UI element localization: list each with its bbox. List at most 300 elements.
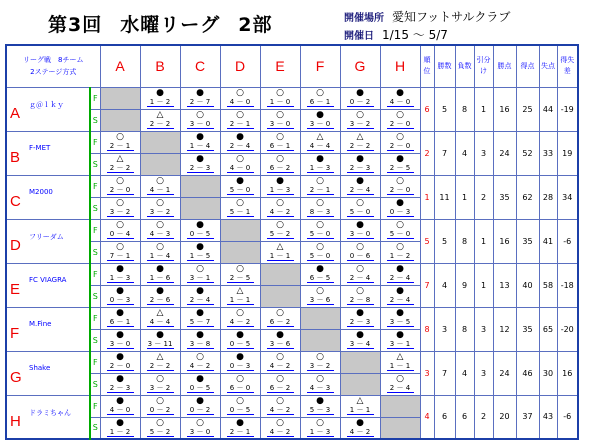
goals-against: 4 xyxy=(405,274,411,282)
match-result-cell xyxy=(140,219,180,241)
result-icon: ○ xyxy=(356,264,364,274)
stat-pts: 24 xyxy=(493,351,516,395)
team-label xyxy=(6,307,90,351)
result-icon: ○ xyxy=(276,198,284,208)
stage-label: F xyxy=(90,87,100,109)
goals-against: 4 xyxy=(405,384,411,392)
result-icon: ● xyxy=(276,176,284,186)
score: 0 － 5 xyxy=(187,230,214,239)
goals-against: 2 xyxy=(365,427,371,436)
match-result-cell xyxy=(100,395,140,417)
goals-against: 5 xyxy=(325,274,331,282)
goals-for: 6 xyxy=(269,384,275,392)
match-result-cell xyxy=(260,373,300,395)
result-icon: ○ xyxy=(236,396,244,406)
result-icon: △ xyxy=(236,286,244,296)
score: 6 － 0 xyxy=(227,384,254,393)
goals-against: 2 xyxy=(205,362,211,370)
goals-for: 6 xyxy=(269,318,275,326)
match-result-cell xyxy=(100,373,140,395)
goals-against: 7 xyxy=(205,318,211,326)
score: 3 － 6 xyxy=(307,296,334,305)
goals-for: 0 xyxy=(229,362,235,370)
goals-for: 4 xyxy=(229,318,235,326)
match-result-cell xyxy=(220,197,260,219)
score: 2 － 4 xyxy=(187,296,214,305)
stat-ga: 30 xyxy=(539,351,557,395)
goals-against: 0 xyxy=(405,98,411,106)
result-icon: ● xyxy=(116,308,124,318)
score: 5 － 0 xyxy=(227,186,254,195)
goals-against: 2 xyxy=(165,427,171,436)
result-icon: ○ xyxy=(316,242,324,252)
goals-for: 2 xyxy=(349,186,355,194)
goals-for: 6 xyxy=(269,142,275,150)
goals-for: 2 xyxy=(149,296,155,304)
score: 1 － 6 xyxy=(147,274,174,283)
result-icon: ● xyxy=(196,132,204,142)
match-result-cell xyxy=(380,109,420,131)
column-header-b: B xyxy=(140,45,180,87)
result-icon: △ xyxy=(396,352,404,362)
result-icon: ○ xyxy=(396,176,404,186)
match-result-cell xyxy=(340,417,380,439)
match-result-cell xyxy=(220,395,260,417)
score: 4 － 1 xyxy=(147,186,174,195)
result-icon: ● xyxy=(116,352,124,362)
team-name: M.Fine xyxy=(29,319,52,328)
goals-against: 1 xyxy=(405,340,411,348)
match-result-cell xyxy=(380,263,420,285)
score: 4 － 0 xyxy=(227,164,254,173)
stat-rank: 3 xyxy=(420,351,434,395)
score: 6 － 2 xyxy=(267,318,294,327)
goals-against: 4 xyxy=(325,142,331,150)
goals-for: 3 xyxy=(349,120,355,128)
match-result-cell xyxy=(260,219,300,241)
goals-against: 0 xyxy=(125,186,131,194)
score: 2 － 3 xyxy=(347,164,374,173)
column-header-c: C xyxy=(180,45,220,87)
goals-for: 7 xyxy=(109,252,115,260)
result-icon: ● xyxy=(276,330,284,340)
match-result-cell xyxy=(380,197,420,219)
title-league: 水曜リーグ xyxy=(120,14,221,36)
goals-against: 2 xyxy=(125,427,131,436)
stat-gf: 35 xyxy=(516,219,539,263)
goals-against: 0 xyxy=(205,427,211,436)
goals-for: 2 xyxy=(389,186,395,194)
goals-against: 3 xyxy=(205,164,211,172)
result-icon: ● xyxy=(116,330,124,340)
result-icon: ● xyxy=(196,330,204,340)
match-result-cell xyxy=(220,285,260,307)
score: 4 － 2 xyxy=(227,318,254,327)
stage-label: S xyxy=(90,417,100,439)
match-result-cell xyxy=(260,241,300,263)
stat-draw: 1 xyxy=(474,87,493,131)
goals-for: 0 xyxy=(109,230,115,238)
goals-against: 2 xyxy=(165,362,171,370)
score: 1 － 3 xyxy=(307,428,334,437)
match-result-cell xyxy=(220,109,260,131)
score: 1 － 3 xyxy=(107,274,134,283)
goals-against: 1 xyxy=(125,318,131,326)
goals-for: 3 xyxy=(109,340,115,348)
result-icon: ● xyxy=(196,88,204,98)
match-result-cell xyxy=(380,373,420,395)
score: 4 － 2 xyxy=(267,362,294,371)
result-icon: ○ xyxy=(276,132,284,142)
match-result-cell xyxy=(340,241,380,263)
team-row xyxy=(6,263,578,285)
goals-for: 2 xyxy=(349,164,355,172)
stat-loss: 6 xyxy=(455,395,474,439)
goals-against: 6 xyxy=(165,296,171,304)
goals-against: 8 xyxy=(205,340,211,348)
goals-for: 4 xyxy=(109,406,115,414)
match-result-cell xyxy=(380,307,420,329)
score: 6 － 2 xyxy=(267,384,294,393)
goals-against: 3 xyxy=(325,406,331,414)
result-icon: ● xyxy=(396,308,404,318)
result-icon: △ xyxy=(356,132,364,142)
goals-against: 3 xyxy=(325,384,331,392)
team-name: フリーダム xyxy=(29,232,64,241)
match-result-cell xyxy=(380,153,420,175)
match-result-cell xyxy=(100,241,140,263)
goals-for: 2 xyxy=(349,274,355,282)
league-table xyxy=(5,44,579,440)
goals-for: 5 xyxy=(349,208,355,216)
stage-label: S xyxy=(90,373,100,395)
goals-against: 3 xyxy=(325,164,331,172)
result-icon: ○ xyxy=(116,220,124,230)
result-icon: ○ xyxy=(276,374,284,384)
team-row xyxy=(6,175,578,197)
match-result-cell xyxy=(140,307,180,329)
goals-for: 2 xyxy=(229,274,235,282)
goals-against: 2 xyxy=(365,98,371,106)
stage-label: S xyxy=(90,241,100,263)
team-letter: C xyxy=(10,192,21,210)
goals-for: 8 xyxy=(309,208,315,216)
goals-against: 2 xyxy=(165,384,171,392)
goals-for: 2 xyxy=(389,142,395,150)
title-division: 2部 xyxy=(238,14,273,36)
stat-header: 勝数 xyxy=(434,45,455,87)
goals-against: 2 xyxy=(285,384,291,392)
goals-for: 0 xyxy=(189,406,195,414)
score: 2 － 4 xyxy=(347,186,374,195)
goals-against: 2 xyxy=(365,120,371,128)
stat-ga: 43 xyxy=(539,395,557,439)
result-icon: ● xyxy=(396,330,404,340)
goals-for: 2 xyxy=(389,120,395,128)
team-row xyxy=(6,131,578,153)
result-icon: ● xyxy=(356,88,364,98)
goals-for: 2 xyxy=(109,384,115,392)
stat-win: 11 xyxy=(434,175,455,219)
goals-against: 1 xyxy=(205,274,211,282)
stat-draw: 2 xyxy=(474,395,493,439)
match-result-cell xyxy=(340,153,380,175)
stat-gd: -20 xyxy=(557,307,578,351)
column-header-d: D xyxy=(220,45,260,87)
match-result-cell xyxy=(180,329,220,351)
date-info xyxy=(344,26,448,43)
match-result-cell xyxy=(140,417,180,439)
goals-against: 2 xyxy=(125,164,131,172)
result-icon: ● xyxy=(116,264,124,274)
goals-for: 3 xyxy=(309,120,315,128)
goals-for: 1 xyxy=(349,406,355,414)
stat-gf: 40 xyxy=(516,263,539,307)
match-result-cell xyxy=(180,241,220,263)
score: 3 － 2 xyxy=(147,208,174,217)
match-result-cell xyxy=(220,131,260,153)
match-result-cell xyxy=(300,87,340,109)
goals-for: 1 xyxy=(389,252,395,260)
match-result-cell xyxy=(300,373,340,395)
goals-for: 1 xyxy=(229,296,235,304)
score: 2 － 0 xyxy=(387,142,414,151)
match-result-cell xyxy=(340,307,380,329)
goals-for: 2 xyxy=(229,120,235,128)
stat-loss: 8 xyxy=(455,87,474,131)
column-header-g: G xyxy=(340,45,380,87)
goals-against: 2 xyxy=(285,208,291,216)
result-icon: ○ xyxy=(116,132,124,142)
score: 5 － 0 xyxy=(347,208,374,217)
score: 2 － 3 xyxy=(347,318,374,327)
match-result-cell xyxy=(300,395,340,417)
score: 2 － 2 xyxy=(147,120,174,129)
score: 6 － 2 xyxy=(267,164,294,173)
match-result-cell xyxy=(140,351,180,373)
score: 0 － 2 xyxy=(147,406,174,415)
header-corner xyxy=(6,45,100,87)
title-edition: 第3回 xyxy=(48,14,103,36)
goals-against: 2 xyxy=(245,318,251,326)
stat-pts: 16 xyxy=(493,219,516,263)
result-icon: ● xyxy=(316,154,324,164)
stage-label: F xyxy=(90,307,100,329)
stat-pts: 20 xyxy=(493,395,516,439)
goals-for: 6 xyxy=(269,164,275,172)
goals-against: 2 xyxy=(405,252,411,260)
goals-for: 5 xyxy=(269,230,275,238)
goals-for: 0 xyxy=(149,406,155,414)
stat-gf: 62 xyxy=(516,175,539,219)
goals-against: 2 xyxy=(165,120,171,128)
goals-for: 3 xyxy=(389,318,395,326)
goals-for: 3 xyxy=(149,208,155,216)
goals-for: 2 xyxy=(189,98,195,106)
match-result-cell xyxy=(140,109,180,131)
goals-for: 1 xyxy=(309,427,315,436)
goals-for: 2 xyxy=(149,120,155,128)
match-result-cell xyxy=(340,263,380,285)
goals-for: 6 xyxy=(309,274,315,282)
score: 2 － 2 xyxy=(107,164,134,173)
self-match-cell xyxy=(220,219,260,241)
score: 0 － 5 xyxy=(187,384,214,393)
goals-for: 4 xyxy=(269,427,275,436)
self-match-cell xyxy=(140,131,180,153)
stat-pts: 16 xyxy=(493,87,516,131)
match-result-cell xyxy=(380,175,420,197)
score: 2 － 5 xyxy=(387,164,414,173)
stat-ga: 41 xyxy=(539,219,557,263)
result-icon: ○ xyxy=(156,198,164,208)
score: 0 － 3 xyxy=(227,362,254,371)
team-label xyxy=(6,87,90,131)
match-result-cell xyxy=(180,307,220,329)
score: 3 － 4 xyxy=(347,340,374,349)
score: 0 － 5 xyxy=(227,406,254,415)
result-icon: ○ xyxy=(156,396,164,406)
match-result-cell xyxy=(140,197,180,219)
stage-label: F xyxy=(90,395,100,417)
self-match-cell xyxy=(180,197,220,219)
goals-against: 6 xyxy=(285,340,291,348)
result-icon: △ xyxy=(156,110,164,120)
goals-against: 1 xyxy=(165,186,171,194)
goals-against: 0 xyxy=(285,98,291,106)
team-row xyxy=(6,395,578,417)
stat-pts: 13 xyxy=(493,263,516,307)
match-result-cell xyxy=(340,109,380,131)
goals-for: 1 xyxy=(269,252,275,260)
goals-against: 0 xyxy=(405,186,411,194)
result-icon: ● xyxy=(196,242,204,252)
stat-loss: 4 xyxy=(455,351,474,395)
goals-against: 0 xyxy=(285,120,291,128)
score: 2 － 4 xyxy=(387,296,414,305)
match-result-cell xyxy=(260,329,300,351)
goals-against: 4 xyxy=(245,142,251,150)
match-result-cell xyxy=(220,175,260,197)
team-row xyxy=(6,351,578,373)
goals-against: 2 xyxy=(325,362,331,370)
goals-against: 0 xyxy=(325,230,331,238)
match-result-cell xyxy=(100,329,140,351)
match-result-cell xyxy=(220,417,260,439)
goals-against: 2 xyxy=(285,318,291,326)
result-icon: △ xyxy=(156,308,164,318)
result-icon: △ xyxy=(356,396,364,406)
result-icon: ● xyxy=(116,417,124,428)
result-icon: ○ xyxy=(396,220,404,230)
result-icon: △ xyxy=(116,154,124,164)
goals-for: 1 xyxy=(149,98,155,106)
goals-against: 0 xyxy=(325,120,331,128)
goals-for: 0 xyxy=(349,98,355,106)
stat-pts: 24 xyxy=(493,131,516,175)
match-result-cell xyxy=(300,131,340,153)
stage-label: F xyxy=(90,351,100,373)
goals-against: 4 xyxy=(125,230,131,238)
stat-rank: 4 xyxy=(420,395,434,439)
match-result-cell xyxy=(140,395,180,417)
result-icon: ○ xyxy=(276,88,284,98)
goals-for: 2 xyxy=(229,142,235,150)
stat-draw: 3 xyxy=(474,131,493,175)
score: 3 － 6 xyxy=(267,340,294,349)
team-label xyxy=(6,395,90,439)
score: 1 － 3 xyxy=(267,186,294,195)
goals-for: 0 xyxy=(189,384,195,392)
goals-against: 3 xyxy=(365,318,371,326)
goals-against: 5 xyxy=(245,274,251,282)
result-icon: ○ xyxy=(276,220,284,230)
goals-for: 2 xyxy=(109,186,115,194)
goals-against: 0 xyxy=(245,164,251,172)
match-result-cell xyxy=(140,241,180,263)
stat-pts: 35 xyxy=(493,175,516,219)
team-letter: A xyxy=(10,104,21,122)
goals-for: 2 xyxy=(389,274,395,282)
match-result-cell xyxy=(100,219,140,241)
stat-gd: -6 xyxy=(557,219,578,263)
goals-against: 5 xyxy=(245,406,251,414)
score: 5 － 2 xyxy=(147,428,174,437)
stat-loss: 4 xyxy=(455,131,474,175)
score: 1 － 1 xyxy=(227,296,254,305)
goals-for: 2 xyxy=(189,296,195,304)
match-result-cell xyxy=(140,329,180,351)
result-icon: ● xyxy=(196,374,204,384)
match-result-cell xyxy=(100,417,140,439)
score: 3 － 0 xyxy=(107,340,134,349)
column-header-a: A xyxy=(100,45,140,87)
result-icon: ● xyxy=(156,264,164,274)
result-icon: ○ xyxy=(236,198,244,208)
match-result-cell xyxy=(140,373,180,395)
goals-against: 1 xyxy=(325,98,331,106)
match-result-cell xyxy=(260,109,300,131)
goals-against: 2 xyxy=(165,98,171,106)
goals-against: 1 xyxy=(245,208,251,216)
goals-against: 7 xyxy=(205,98,211,106)
goals-for: 3 xyxy=(109,208,115,216)
score: 0 － 2 xyxy=(187,406,214,415)
goals-for: 3 xyxy=(189,340,195,348)
result-icon: ○ xyxy=(156,220,164,230)
goals-against: 6 xyxy=(165,274,171,282)
result-icon: ○ xyxy=(236,374,244,384)
match-result-cell xyxy=(180,395,220,417)
stat-gd: -6 xyxy=(557,395,578,439)
match-result-cell xyxy=(100,197,140,219)
goals-for: 4 xyxy=(309,384,315,392)
stage-label: S xyxy=(90,329,100,351)
result-icon: ○ xyxy=(236,154,244,164)
goals-for: 2 xyxy=(389,384,395,392)
goals-against: 3 xyxy=(165,230,171,238)
goals-for: 2 xyxy=(149,362,155,370)
self-match-cell xyxy=(340,351,380,373)
stat-draw: 1 xyxy=(474,263,493,307)
goals-for: 1 xyxy=(149,274,155,282)
match-result-cell xyxy=(100,307,140,329)
stat-gf: 25 xyxy=(516,87,539,131)
score: 0 － 2 xyxy=(347,98,374,107)
goals-against: 0 xyxy=(405,230,411,238)
goals-against: 1 xyxy=(125,252,131,260)
result-icon: ○ xyxy=(356,286,364,296)
